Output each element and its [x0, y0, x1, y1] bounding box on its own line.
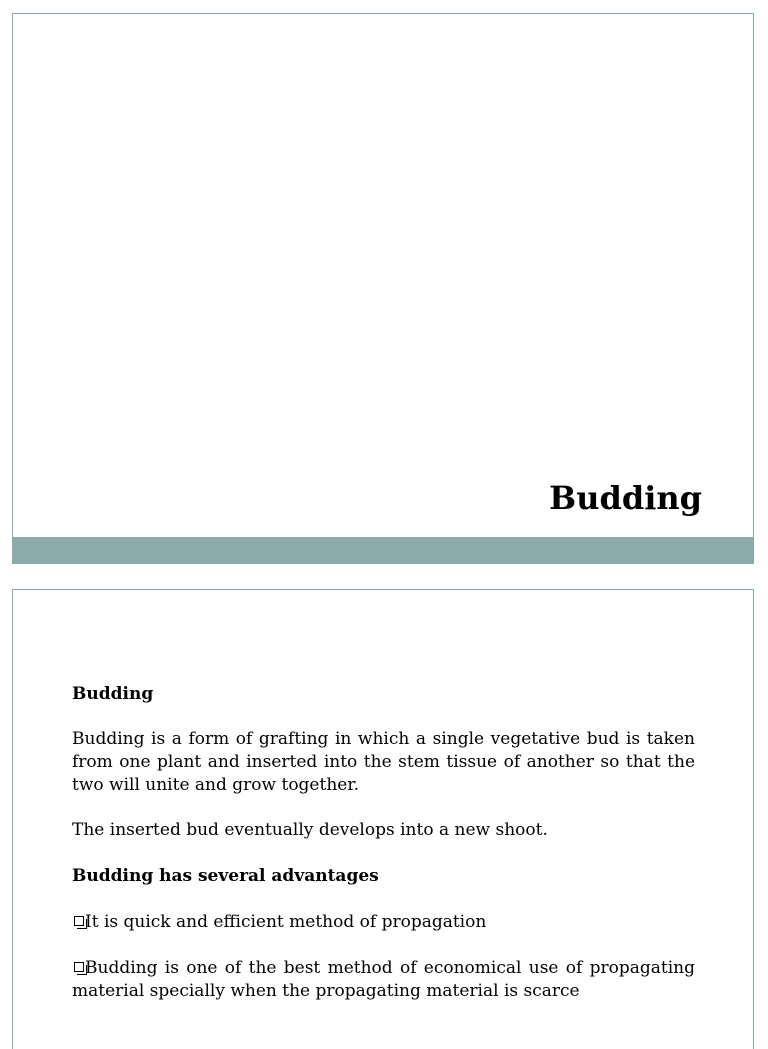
checkbox-bullet-icon: [74, 962, 84, 972]
advantages-heading: Budding has several advantages: [72, 866, 379, 886]
content-slide: [12, 589, 754, 1049]
bullet-text: Budding is one of the best method of economical use of propagating material specially when the propagating material is scarce: [72, 958, 695, 1001]
shoot-paragraph: The inserted bud eventually develops into a new shoot.: [72, 820, 548, 840]
bullet-item: [72, 911, 695, 934]
definition-paragraph: Budding is a form of grafting in which a single vegetative bud is taken from one plant and inserted into the stem tissue of another so that the two will unite and grow together.: [72, 729, 695, 795]
title-slide: [12, 13, 754, 564]
accent-band: [12, 537, 754, 564]
slide-title: Budding: [549, 479, 702, 517]
bullet-text: It is quick and efficient method of propagation: [85, 912, 487, 932]
slide-content: [72, 683, 695, 1003]
bullet-item: [72, 957, 695, 1003]
content-heading: Budding: [72, 684, 154, 704]
checkbox-bullet-icon: [74, 916, 84, 926]
